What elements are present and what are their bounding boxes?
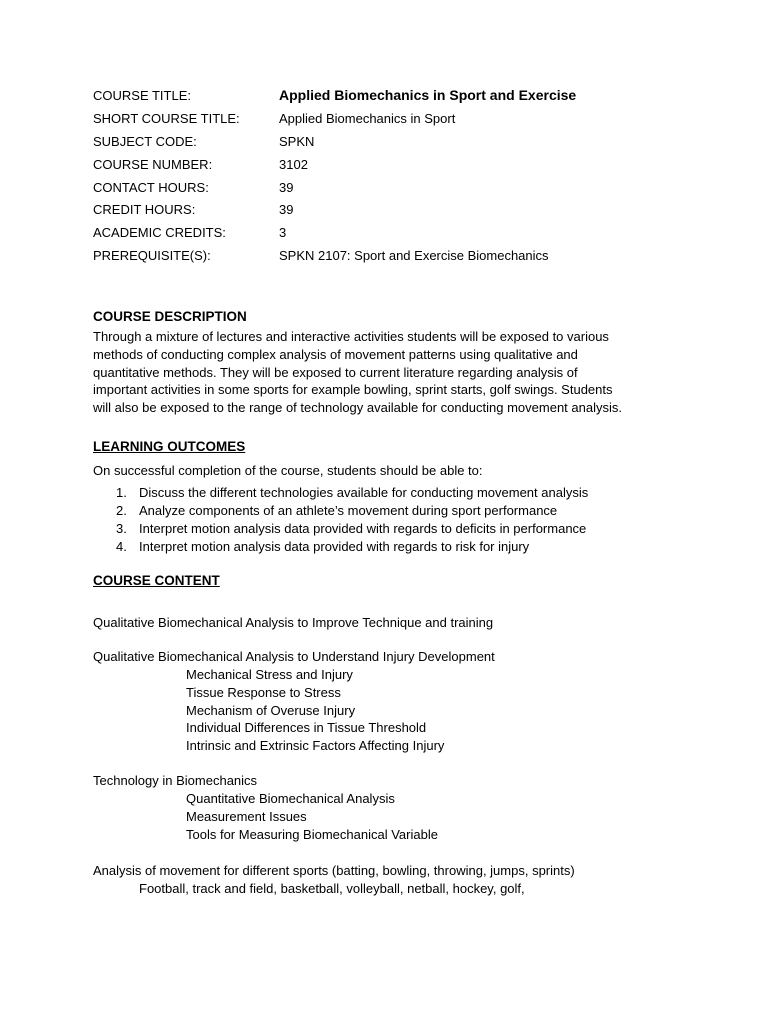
outcome-number: 3. (116, 521, 127, 536)
meta-row-short-title (93, 109, 693, 132)
meta-label: SHORT COURSE TITLE: (93, 110, 240, 126)
outcome-text: Interpret motion analysis data provided with regards to risk for injury (139, 539, 530, 554)
learning-outcomes-list (93, 484, 713, 556)
content-section-title: Technology in Biomechanics (93, 773, 258, 788)
description-line: Through a mixture of lectures and interactive activities students will be exposed to various (93, 329, 609, 344)
meta-label: COURSE NUMBER: (93, 156, 213, 172)
learning-outcomes-heading: LEARNING OUTCOMES (93, 439, 246, 454)
meta-value: SPKN 2107: Sport and Exercise Biomechanics (279, 248, 549, 264)
outcome-text: Discuss the different technologies available for conducting movement analysis (139, 485, 589, 500)
outcome-number: 2. (116, 503, 127, 518)
meta-label: COURSE TITLE: (93, 88, 192, 103)
meta-label: SUBJECT CODE: (93, 133, 197, 149)
meta-label: ACADEMIC CREDITS: (93, 225, 226, 241)
content-section-title: Analysis of movement for different sports (batting, bowling, throwing, jumps, sprints) (93, 863, 575, 878)
meta-row-credit-hours (93, 200, 693, 223)
learning-outcome-item (93, 538, 713, 556)
content-subitem: Mechanical Stress and Injury (186, 667, 353, 682)
course-description-heading: COURSE DESCRIPTION (93, 309, 247, 324)
content-subitem: Football, track and field, basketball, volleyball, netball, hockey, golf, (139, 881, 525, 896)
meta-label: PREREQUISITE(S): (93, 248, 211, 264)
description-line: methods of conducting complex analysis of movement patterns using qualitative and (93, 346, 578, 362)
meta-row-course-number (93, 155, 693, 178)
description-line: will also be exposed to the range of technology available for conducting movement analysis. (93, 400, 622, 416)
learning-outcomes-intro: On successful completion of the course, students should be able to: (93, 463, 483, 478)
learning-outcome-item (93, 520, 713, 538)
content-subitem: Tissue Response to Stress (186, 685, 341, 700)
course-title-value: Applied Biomechanics in Sport and Exercise (279, 87, 577, 103)
content-section-title: Qualitative Biomechanical Analysis to Improve Technique and training (93, 615, 494, 630)
outcome-number: 1. (116, 485, 127, 500)
content-subitem: Mechanism of Overuse Injury (186, 703, 356, 718)
meta-row-course-title (93, 86, 693, 109)
meta-value: 3102 (279, 156, 308, 172)
outcome-text: Interpret motion analysis data provided with regards to deficits in performance (139, 521, 587, 536)
course-description-body (93, 328, 693, 417)
learning-outcome-item (93, 502, 713, 520)
meta-label: CONTACT HOURS: (93, 179, 209, 195)
outcome-number: 4. (116, 539, 127, 554)
meta-value: Applied Biomechanics in Sport (279, 110, 456, 126)
meta-row-contact-hours (93, 178, 693, 201)
meta-value: 39 (279, 179, 294, 195)
meta-label: CREDIT HOURS: (93, 202, 196, 218)
meta-row-subject-code (93, 132, 693, 155)
meta-value: SPKN (279, 133, 315, 149)
course-metadata (93, 86, 693, 269)
content-subitem: Quantitative Biomechanical Analysis (186, 791, 395, 806)
content-subitem: Tools for Measuring Biomechanical Variable (186, 827, 438, 842)
meta-row-prerequisites (93, 246, 693, 269)
description-line: important activities in some sports for example bowling, sprint starts, golf swings. Students (93, 382, 613, 398)
content-section-title: Qualitative Biomechanical Analysis to Understand Injury Development (93, 649, 495, 664)
meta-value: 39 (279, 202, 294, 218)
meta-row-academic-credits (93, 223, 693, 246)
content-subitem: Measurement Issues (186, 809, 307, 824)
description-line: quantitative methods. They will be exposed to current literature regarding analysis of (93, 364, 578, 380)
content-subitem: Intrinsic and Extrinsic Factors Affecting Injury (186, 738, 445, 753)
learning-outcome-item (93, 484, 713, 502)
content-subitem: Individual Differences in Tissue Threshold (186, 720, 427, 735)
course-content-heading: COURSE CONTENT (93, 573, 220, 588)
meta-value: 3 (279, 225, 287, 241)
outcome-text: Analyze components of an athlete’s movement during sport performance (139, 503, 558, 518)
